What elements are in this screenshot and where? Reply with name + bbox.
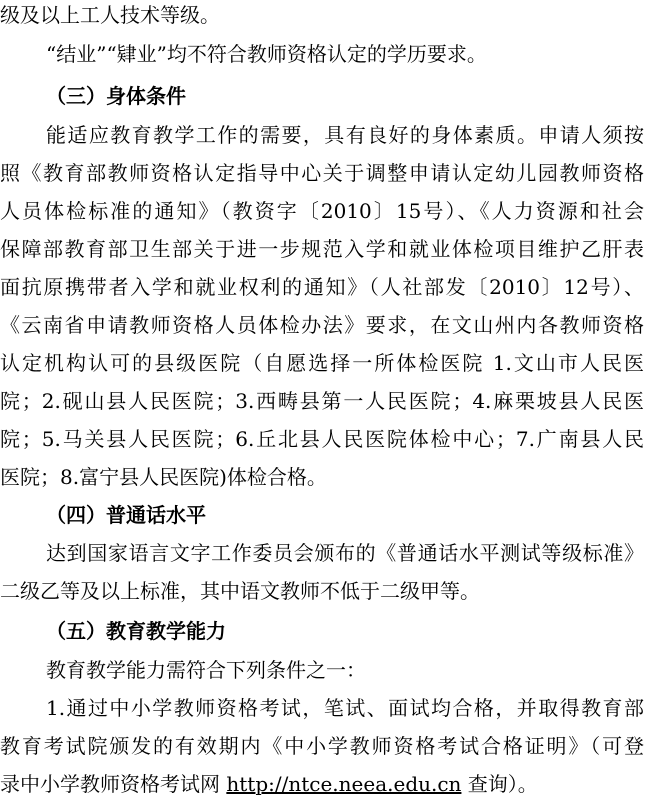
paragraph-line: 二级乙等及以上标准，其中语文教师不低于二级甲等。	[0, 579, 480, 603]
paragraph-line: 教育考试院颁发的有效期内《中小学教师资格考试合格证明》（可登	[0, 734, 644, 758]
paragraph-line: 1.通过中小学教师资格考试，笔试、面试均合格，并取得教育部	[46, 696, 644, 720]
paragraph-line: “结业”“肄业”均不符合教师资格认定的学历要求。	[46, 42, 487, 66]
ntce-website-link[interactable]: http://ntce.neea.edu.cn	[226, 772, 462, 796]
paragraph-line: 医院；8.富宁县人民医院)体检合格。	[0, 465, 327, 489]
paragraph-line	[0, 770, 538, 798]
paragraph-line: 达到国家语言文字工作委员会颁布的《普通话水平测试等级标准》	[46, 541, 644, 565]
paragraph-line: 能适应教育教学工作的需要，具有良好的身体素质。申请人须按	[46, 123, 644, 147]
section-heading-mandarin: （四）普通话水平	[46, 503, 206, 527]
paragraph-line: 照《教育部教师资格认定指导中心关于调整申请认定幼儿园教师资格	[0, 161, 644, 185]
paragraph-text: 查询）。	[461, 772, 538, 796]
paragraph-line: 面抗原携带者入学和就业权利的通知》（人社部发〔2010〕12号）、	[0, 275, 644, 299]
paragraph-text: 录中小学教师资格考试网	[0, 772, 227, 796]
paragraph-line: 人员体检标准的通知》（教资字〔2010〕15号）、《人力资源和社会	[0, 199, 644, 223]
section-heading-physical: （三）身体条件	[46, 84, 186, 108]
paragraph-line: 《云南省申请教师资格人员体检办法》要求，在文山州内各教师资格	[0, 313, 644, 337]
section-heading-teaching-ability: （五）教育教学能力	[46, 619, 226, 643]
paragraph-line: 保障部教育部卫生部关于进一步规范入学和就业体检项目维护乙肝表	[0, 237, 644, 261]
paragraph-line: 院；5.马关县人民医院；6.丘北县人民医院体检中心；7.广南县人民	[0, 427, 644, 451]
paragraph-line: 认定机构认可的县级医院（自愿选择一所体检医院 1.文山市人民医	[0, 351, 644, 375]
paragraph-line: 教育教学能力需符合下列条件之一：	[46, 658, 366, 682]
paragraph-line: 级及以上工人技术等级。	[0, 3, 220, 27]
paragraph-line: 院；2.砚山县人民医院；3.西畴县第一人民医院；4.麻栗坡县人民医	[0, 389, 644, 413]
